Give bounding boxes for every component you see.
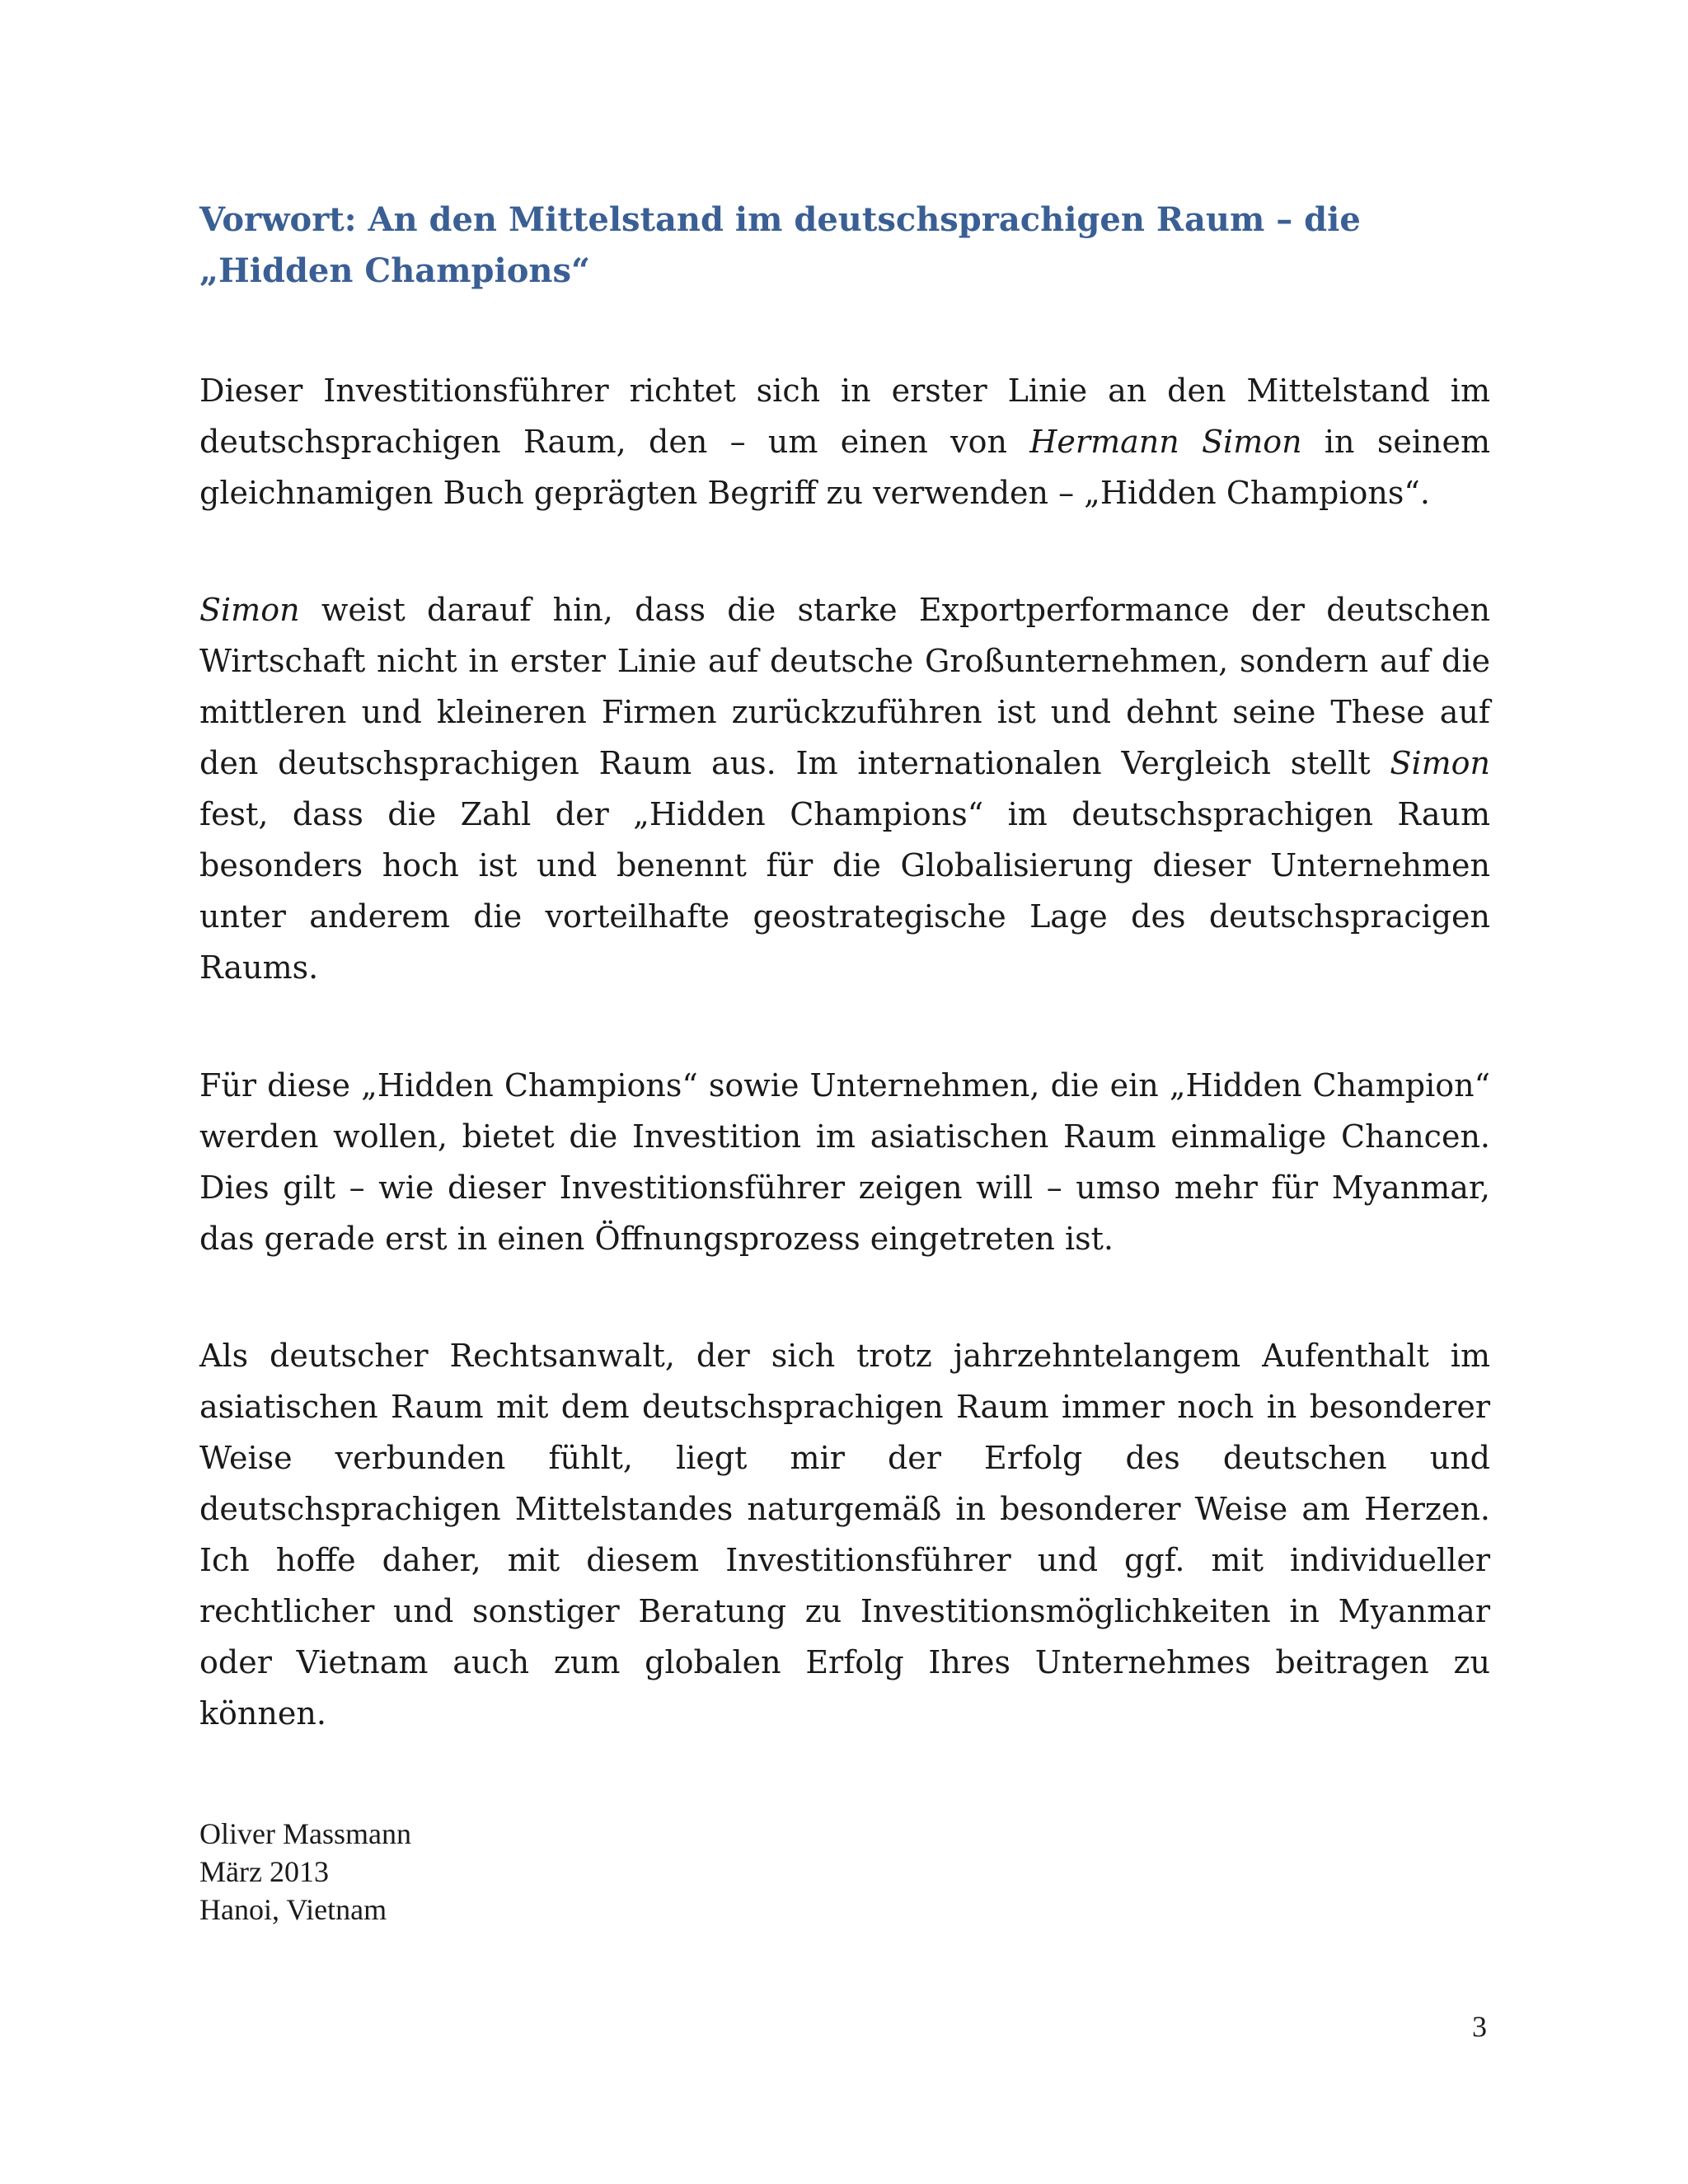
paragraph-intro-text-1: Dieser Investitionsführer richtet sich in erster Linie an den Mittelstand im deutschsprachigen Raum, den – um einen von	[199, 373, 1490, 460]
author-name-hermann-simon: Hermann Simon	[1029, 424, 1302, 460]
author-name-simon-1: Simon	[199, 592, 300, 628]
signature-date: März 2013	[199, 1855, 329, 1888]
paragraph-simon-text-1: weist darauf hin, dass die starke Exportperformance der deutschen Wirtschaft nicht in erster Linie auf deutsche Großunternehmen, sondern auf die mittleren und kleineren Firmen zurückzuführen ist und dehnt seine These auf den deutschsprachigen Raum aus. Im internationalen Vergleich stellt	[199, 592, 1490, 781]
author-name-simon-2: Simon	[1390, 745, 1490, 781]
signature-name: Oliver Massmann	[199, 1817, 411, 1850]
paragraph-intro	[199, 365, 1490, 518]
page-number: 3	[1472, 2010, 1487, 2043]
foreword-heading: Vorwort: An den Mittelstand im deutschsprachigen Raum – die „Hidden Champions“	[199, 200, 1361, 290]
paragraph-intro-text-2: in seinem gleichnamigen Buch geprägten Begriff zu verwenden – „Hidden Champions“.	[199, 424, 1490, 511]
paragraph-opportunities: Für diese „Hidden Champions“ sowie Unternehmen, die ein „Hidden Champion“ werden wollen, bietet die Investition im asiatischen Raum einmalige Chancen. Dies gilt – wie dieser Investitionsführer zeigen will – umso mehr für Myanmar, das gerade erst in einen Öffnungsprozess eingetreten ist.	[199, 1067, 1490, 1257]
paragraph-simon-text-2: fest, dass die Zahl der „Hidden Champions“ im deutschsprachigen Raum besonders hoch ist und benennt für die Globalisierung dieser Unternehmen unter anderem die vorteilhafte geostrategische Lage des deutschspracigen Raums.	[199, 796, 1490, 986]
signature-block	[199, 1815, 411, 1929]
paragraph-author-statement: Als deutscher Rechtsanwalt, der sich trotz jahrzehntelangem Aufenthalt im asiatischen Raum mit dem deutschsprachigen Raum immer noch in besonderer Weise verbunden fühlt, liegt mir der Erfolg des deutschen und deutschsprachigen Mittelstandes naturgemäß in besonderer Weise am Herzen. Ich hoffe daher, mit diesem Investitionsführer und ggf. mit individueller rechtlicher und sonstiger Beratung zu Investitionsmöglichkeiten in Myanmar oder Vietnam auch zum globalen Erfolg Ihres Unternehmes beitragen zu können.	[199, 1338, 1490, 1732]
paragraph-simon-thesis	[199, 584, 1490, 993]
signature-place: Hanoi, Vietnam	[199, 1893, 387, 1926]
